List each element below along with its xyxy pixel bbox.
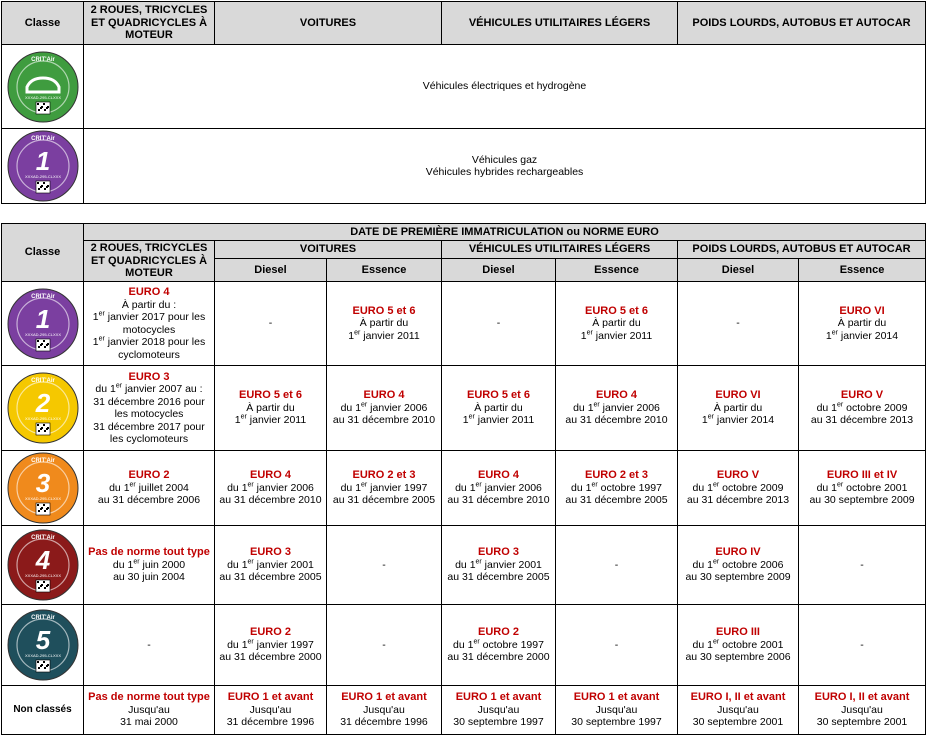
date-line: du 1er juin 2000	[112, 558, 186, 571]
euro-norm: EURO 1 et avant	[455, 691, 542, 704]
table-cell	[327, 451, 442, 526]
table-cell	[678, 451, 799, 526]
header-deux-roues: 2 ROUES, TRICYCLES ET QUADRICYCLES À MOTEUR	[84, 2, 215, 45]
table-cell	[678, 282, 799, 366]
euro-norm: EURO 4	[250, 469, 291, 482]
table-cell	[215, 282, 327, 366]
table-cell	[327, 282, 442, 366]
table-cell	[327, 686, 442, 735]
description-line: Véhicules gaz	[471, 153, 538, 166]
date-line: Jusqu'au	[249, 703, 292, 716]
table-cell	[84, 451, 215, 526]
euro-norm: EURO 5 et 6	[352, 304, 416, 317]
badge-code: XXXAD-295-CLXXX	[24, 496, 61, 501]
critair-badge	[7, 51, 79, 123]
badge-number: 5	[35, 625, 50, 655]
critair-badge	[7, 372, 79, 444]
euro-norm: EURO VI	[839, 304, 885, 317]
date-line: au 31 décembre 2005	[332, 494, 436, 507]
date-line: au 31 décembre 2010	[447, 494, 550, 507]
date-line: au 30 septembre 2006	[685, 651, 791, 664]
table-row	[2, 526, 926, 605]
table-cell	[678, 366, 799, 451]
date-line: du 1er octobre 2006	[692, 558, 784, 571]
critair-badge	[7, 288, 79, 360]
euro-norm: Pas de norme tout type	[88, 691, 210, 704]
critair-badge-graphic	[7, 529, 79, 601]
date-line: Jusqu'au	[477, 703, 520, 716]
table-cell	[799, 605, 926, 686]
table-cell	[556, 366, 678, 451]
badge-cell	[2, 282, 84, 366]
table-row	[2, 366, 926, 451]
critair-badge-graphic	[7, 130, 79, 202]
table-cell	[84, 366, 215, 451]
table-cell	[327, 366, 442, 451]
date-line: -	[614, 638, 619, 651]
date-line: À partir du	[713, 401, 763, 414]
euro-norm: EURO 4	[128, 286, 170, 298]
badge-cell	[2, 45, 84, 129]
euro-norm: EURO 2	[478, 626, 519, 639]
date-line: 1er janvier 2011	[580, 329, 653, 342]
euro-norm: EURO 4	[363, 389, 405, 402]
non-classes-label: Non classés	[2, 686, 84, 735]
badge-code: XXXAD-295-CLXXX	[24, 331, 61, 337]
date-line: au 31 décembre 2013	[810, 414, 914, 427]
date-line: du 1er janvier 2006	[227, 481, 314, 494]
badge-number: 2	[35, 388, 50, 418]
euro-norm: EURO 5 et 6	[467, 389, 530, 402]
date-line: du 1er janvier 2006	[340, 401, 428, 414]
table-cell	[799, 282, 926, 366]
date-line: du 1er janvier 2006	[455, 481, 542, 494]
badge-label: CRIT'Air	[30, 615, 55, 621]
date-line: -	[496, 317, 501, 330]
critair-badge	[7, 529, 79, 601]
critair-badge	[7, 130, 79, 202]
table-cell	[327, 526, 442, 605]
table-cell	[215, 686, 327, 735]
date-line: À partir du	[837, 317, 887, 330]
badge-code: XXXAD-295-CLXXX	[24, 174, 61, 179]
date-line: du 1er janvier 2007 au :	[95, 382, 203, 395]
euro-norm: EURO 3	[128, 370, 170, 383]
badge-label: CRIT'Air	[30, 293, 55, 300]
badge-code: XXXAD-295-CLXXX	[24, 653, 61, 658]
critair-badge-graphic	[7, 372, 79, 444]
table-cell	[678, 526, 799, 605]
badge-cell	[2, 129, 84, 204]
euro-norm: EURO 5 et 6	[585, 304, 648, 317]
date-line: 31 décembre 2017 pour les cyclomoteurs	[93, 420, 205, 445]
date-line: au 31 décembre 2013	[686, 494, 790, 507]
badge-cell	[2, 366, 84, 451]
date-line: -	[860, 558, 864, 571]
table-cell	[442, 366, 556, 451]
badge-cell	[2, 605, 84, 686]
table-cell	[84, 686, 215, 735]
date-line: 1er janvier 2011	[348, 329, 420, 342]
header-deux-roues: 2 ROUES, TRICYCLES ET QUADRICYCLES À MOTEUR	[84, 241, 215, 282]
table-cell	[442, 451, 556, 526]
table-cell	[327, 605, 442, 686]
date-line: 1er janvier 2017 pour les motocycles	[92, 310, 206, 336]
euro-norm: EURO IV	[715, 546, 761, 559]
table-cell	[84, 282, 215, 366]
top-description	[84, 129, 926, 204]
critair-badge-graphic	[7, 609, 79, 681]
date-line: À partir du	[592, 317, 641, 330]
main-table	[1, 223, 926, 735]
date-line: du 1er juillet 2004	[109, 481, 189, 494]
description-line: Véhicules électriques et hydrogène	[422, 80, 587, 93]
date-line: au 31 décembre 2005	[447, 571, 550, 584]
date-line: 1er janvier 2014	[701, 413, 775, 427]
date-line: au 31 décembre 2010	[565, 414, 668, 427]
badge-number: 1	[35, 303, 50, 334]
header-classe: Classe	[2, 224, 84, 282]
header-diesel: Diesel	[442, 259, 556, 282]
date-line: du 1er octobre 2001	[816, 481, 908, 494]
badge-label: CRIT'Air	[30, 56, 55, 63]
euro-norm: EURO 5 et 6	[239, 389, 302, 402]
header-diesel: Diesel	[215, 259, 327, 282]
badge-label: CRIT'Air	[30, 378, 55, 384]
badge-code: XXXAD-295-CLXXX	[24, 416, 61, 421]
critair-badge-graphic	[7, 288, 79, 360]
date-line: au 30 septembre 2009	[685, 571, 791, 584]
top-table	[1, 1, 926, 204]
date-line: 1er janvier 2011	[234, 413, 307, 427]
date-line: Jusqu'au	[841, 703, 883, 716]
critair-badge-graphic	[7, 452, 79, 524]
date-line: 30 septembre 2001	[816, 716, 908, 729]
header-classe: Classe	[2, 2, 84, 45]
critair-badge	[7, 452, 79, 524]
date-line: -	[268, 317, 273, 330]
date-line: 30 septembre 2001	[692, 716, 784, 729]
date-line: du 1er janvier 2006	[573, 401, 660, 414]
badge-label: CRIT'Air	[30, 136, 55, 142]
euro-norm: EURO 4	[596, 389, 637, 402]
date-line: au 31 décembre 2000	[447, 651, 550, 664]
table-cell	[442, 605, 556, 686]
critair-badge	[7, 609, 79, 681]
table-cell	[556, 451, 678, 526]
date-line: du 1er janvier 1997	[340, 481, 428, 494]
date-line: au 31 décembre 2010	[219, 494, 322, 507]
description-line: Véhicules hybrides rechargeables	[425, 166, 584, 178]
table-cell	[556, 526, 678, 605]
badge-number: 4	[35, 545, 50, 575]
date-line: au 31 décembre 2005	[219, 571, 322, 584]
table-cell	[556, 686, 678, 735]
date-line: À partir du	[246, 401, 295, 414]
date-line: du 1er janvier 2001	[227, 558, 314, 571]
date-line: au 31 décembre 2010	[332, 414, 436, 427]
table-row-non-classes	[2, 686, 926, 735]
badge-cell	[2, 451, 84, 526]
badge-number: 3	[35, 468, 50, 498]
date-line: À partir du :	[121, 298, 177, 311]
date-line: au 30 juin 2004	[113, 571, 185, 584]
table-cell	[799, 451, 926, 526]
euro-norm: EURO 1 et avant	[573, 691, 660, 704]
table-cell	[556, 282, 678, 366]
table-cell	[678, 605, 799, 686]
date-line: 31 mai 2000	[120, 716, 178, 729]
date-line: au 30 septembre 2009	[809, 494, 915, 507]
table-row	[2, 605, 926, 686]
table-cell	[215, 366, 327, 451]
table-cell	[215, 526, 327, 605]
euro-norm: EURO 2	[128, 469, 170, 482]
date-line: au 31 décembre 2005	[565, 494, 668, 507]
euro-norm: EURO I, II et avant	[814, 691, 910, 704]
date-line: du 1er octobre 2009	[816, 401, 908, 414]
euro-norm: EURO 2 et 3	[585, 469, 648, 482]
date-line: 1er janvier 2018 pour les cyclomoteurs	[92, 335, 206, 361]
header-poids-lourds: POIDS LOURDS, AUTOBUS ET AUTOCAR	[678, 2, 926, 45]
date-line: -	[614, 558, 619, 571]
euro-norm: EURO 4	[478, 469, 519, 482]
date-line: À partir du	[359, 317, 409, 330]
top-description	[84, 45, 926, 129]
date-line: du 1er octobre 2001	[692, 638, 784, 651]
euro-norm: EURO 3	[250, 546, 291, 559]
date-line: 1er janvier 2011	[462, 413, 535, 427]
table-cell	[678, 686, 799, 735]
euro-norm: EURO V	[716, 469, 760, 482]
date-line: Jusqu'au	[128, 703, 170, 716]
table-cell	[799, 526, 926, 605]
table-cell	[215, 451, 327, 526]
table-cell	[442, 282, 556, 366]
table-cell	[84, 605, 215, 686]
date-line: 30 septembre 1997	[571, 716, 662, 729]
date-line: -	[147, 638, 151, 651]
header-voitures: VOITURES	[215, 2, 442, 45]
euro-norm: EURO 2 et 3	[352, 469, 416, 482]
main-title: DATE DE PREMIÈRE IMMATRICULATION ou NORME EURO	[84, 224, 926, 241]
badge-code: XXXAD-295-CLXXX	[24, 573, 61, 578]
date-line: du 1er janvier 2001	[455, 558, 542, 571]
badge-label: CRIT'Air	[30, 535, 55, 541]
date-line: -	[382, 638, 386, 651]
badge-number: 1	[35, 146, 50, 176]
date-line: 31 décembre 1996	[226, 716, 315, 729]
euro-norm: EURO VI	[715, 389, 761, 402]
date-line: au 31 décembre 2000	[219, 651, 322, 664]
header-essence: Essence	[799, 259, 926, 282]
table-cell	[556, 605, 678, 686]
critair-badge-graphic	[7, 51, 79, 123]
header-diesel: Diesel	[678, 259, 799, 282]
badge-label: CRIT'Air	[30, 458, 55, 464]
euro-norm: Pas de norme tout type	[88, 546, 210, 559]
table-cell	[442, 686, 556, 735]
euro-norm: EURO 3	[478, 546, 519, 559]
badge-code: XXXAD-295-CLXXX	[24, 94, 61, 100]
euro-norm: EURO 1 et avant	[227, 691, 314, 704]
header-vul: VÉHICULES UTILITAIRES LÉGERS	[442, 2, 678, 45]
date-line: du 1er octobre 2009	[692, 481, 784, 494]
date-line: 1er janvier 2014	[825, 329, 899, 342]
header-essence: Essence	[327, 259, 442, 282]
date-line: du 1er octobre 1997	[571, 481, 662, 494]
table-cell	[442, 526, 556, 605]
date-line: -	[860, 638, 864, 651]
euro-norm: EURO V	[840, 389, 884, 402]
date-line: 31 décembre 1996	[340, 716, 428, 729]
badge-cell	[2, 526, 84, 605]
table-cell	[799, 366, 926, 451]
euro-norm: EURO III et IV	[826, 469, 898, 482]
date-line: -	[736, 317, 740, 330]
euro-norm: EURO 2	[250, 626, 291, 639]
date-line: 31 décembre 2016 pour les motocycles	[93, 395, 205, 420]
date-line: -	[382, 558, 386, 571]
date-line: au 31 décembre 2006	[97, 494, 201, 507]
date-line: À partir du	[474, 401, 523, 414]
date-line: Jusqu'au	[717, 703, 759, 716]
header-voitures: VOITURES	[215, 241, 442, 259]
header-vul: VÉHICULES UTILITAIRES LÉGERS	[442, 241, 678, 259]
table-row	[2, 282, 926, 366]
date-line: du 1er janvier 1997	[227, 638, 314, 651]
table-cell	[84, 526, 215, 605]
table-cell	[215, 605, 327, 686]
table-row	[2, 451, 926, 526]
header-poids-lourds: POIDS LOURDS, AUTOBUS ET AUTOCAR	[678, 241, 926, 259]
euro-norm: EURO 1 et avant	[341, 691, 427, 704]
date-line: Jusqu'au	[595, 703, 638, 716]
table-cell	[799, 686, 926, 735]
header-essence: Essence	[556, 259, 678, 282]
euro-norm: EURO III	[715, 626, 760, 639]
date-line: 30 septembre 1997	[453, 716, 544, 729]
date-line: du 1er octobre 1997	[453, 638, 544, 651]
date-line: Jusqu'au	[363, 703, 405, 716]
euro-norm: EURO I, II et avant	[690, 691, 786, 704]
